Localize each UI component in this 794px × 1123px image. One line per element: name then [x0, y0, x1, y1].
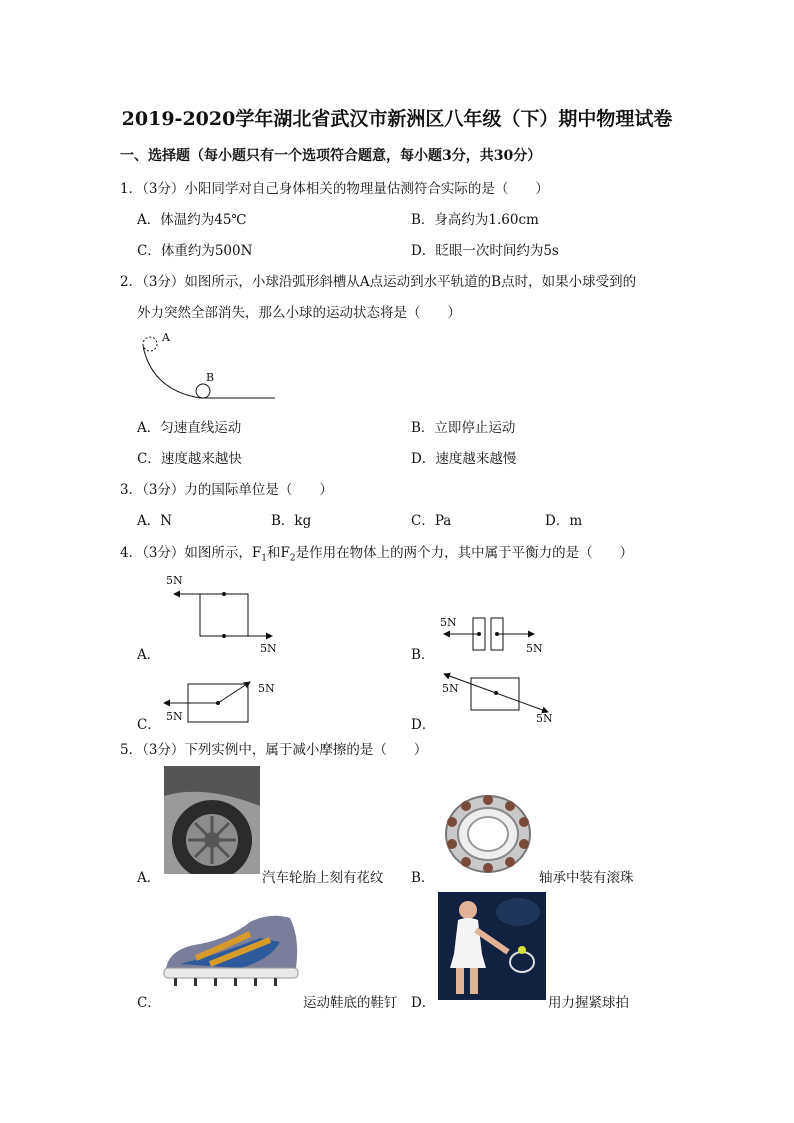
page-title: 2019-2020学年湖北省武汉市新洲区八年级（下）期中物理试卷 — [121, 108, 673, 130]
question-3-stem: 3．（3分）力的国际单位是（ ） — [120, 482, 333, 498]
subscript-1: 1 — [261, 553, 268, 564]
question-1-stem: 1．（3分）小阳同学对自己身体相关的物理量估测符合实际的是（ ） — [120, 181, 549, 197]
question-2-stem-line2: 外力突然全部消失，那么小球的运动状态将是（ ） — [137, 305, 461, 321]
q1-option-a: A．体温约为45℃ — [137, 212, 247, 228]
question-5-stem: 5．（3分）下列实例中，属于减小摩擦的是（ ） — [120, 742, 428, 758]
q2-option-d: D．速度越来越慢 — [411, 451, 517, 467]
q4-figure-c — [158, 676, 288, 726]
q4-option-d: D． — [411, 717, 436, 733]
q3-option-c: C．Pa — [411, 513, 452, 529]
ball-position-b — [196, 384, 210, 398]
q1-option-c: C．体重约为500N — [137, 243, 253, 259]
q1-option-d: D．眨眼一次时间约为5s — [411, 243, 559, 259]
q5-option-a: A． — [137, 870, 161, 886]
section-heading: 一、选择题（每小题只有一个选项符合题意，每小题3分，共30分） — [120, 148, 542, 164]
force-label-right: 5N — [526, 642, 543, 655]
tennis-player-image — [438, 892, 546, 1000]
force-label-bottom: 5N — [260, 642, 277, 655]
q4-figure-a — [160, 570, 290, 660]
q1-option-b: B．身高约为1.60cm — [411, 212, 539, 228]
label-a: A — [162, 331, 170, 344]
car-tire-image — [164, 766, 260, 874]
ball-bearing-image — [440, 790, 536, 878]
force-arrow-diagonal — [218, 682, 250, 703]
force-label-top: 5N — [258, 682, 275, 695]
force-arrow-down-right — [496, 693, 548, 712]
force-label-bottom: 5N — [166, 710, 183, 723]
force-label-left: 5N — [440, 616, 457, 629]
q5-caption-c: 运动鞋底的鞋钉 — [303, 995, 398, 1011]
q4-figure-d — [436, 668, 561, 726]
q2-track-figure — [130, 328, 290, 404]
q4-option-b: B． — [411, 647, 435, 663]
q5-option-d: D． — [411, 995, 436, 1011]
q3-option-d: D．m — [545, 513, 583, 529]
q4-figure-b — [436, 608, 556, 658]
force-label-left: 5N — [442, 682, 459, 695]
ball-position-a — [143, 337, 157, 351]
question-2-stem-line1: 2．（3分）如图所示，小球沿弧形斜槽从A点运动到水平轨道的B点时，如果小球受到的 — [120, 274, 637, 290]
subscript-2: 2 — [289, 553, 296, 564]
q5-caption-d: 用力握紧球拍 — [548, 995, 629, 1011]
spike-shoe-image — [160, 908, 300, 1000]
question-4-stem: 4．（3分）如图所示，$F_1$和$F_2$是作用在物体上的两个力，其中属于平衡力的是（ ） — [120, 545, 634, 564]
force-label-top: 5N — [166, 574, 183, 587]
q5-option-b: B． — [411, 870, 435, 886]
q2-option-a: A．匀速直线运动 — [137, 420, 242, 436]
q4-option-c: C． — [137, 717, 161, 733]
force-label-right: 5N — [536, 712, 553, 725]
q4-option-a: A． — [137, 647, 161, 663]
q2-option-b: B．立即停止运动 — [411, 420, 516, 436]
q5-caption-a: 汽车轮胎上刻有花纹 — [262, 870, 384, 886]
label-b: B — [206, 371, 215, 384]
q5-caption-b: 轴承中装有滚珠 — [539, 870, 634, 886]
q3-option-b: B．kg — [271, 513, 312, 529]
q3-option-a: A．N — [137, 513, 173, 529]
q5-option-c: C． — [137, 995, 161, 1011]
q2-option-c: C．速度越来越快 — [137, 451, 242, 467]
